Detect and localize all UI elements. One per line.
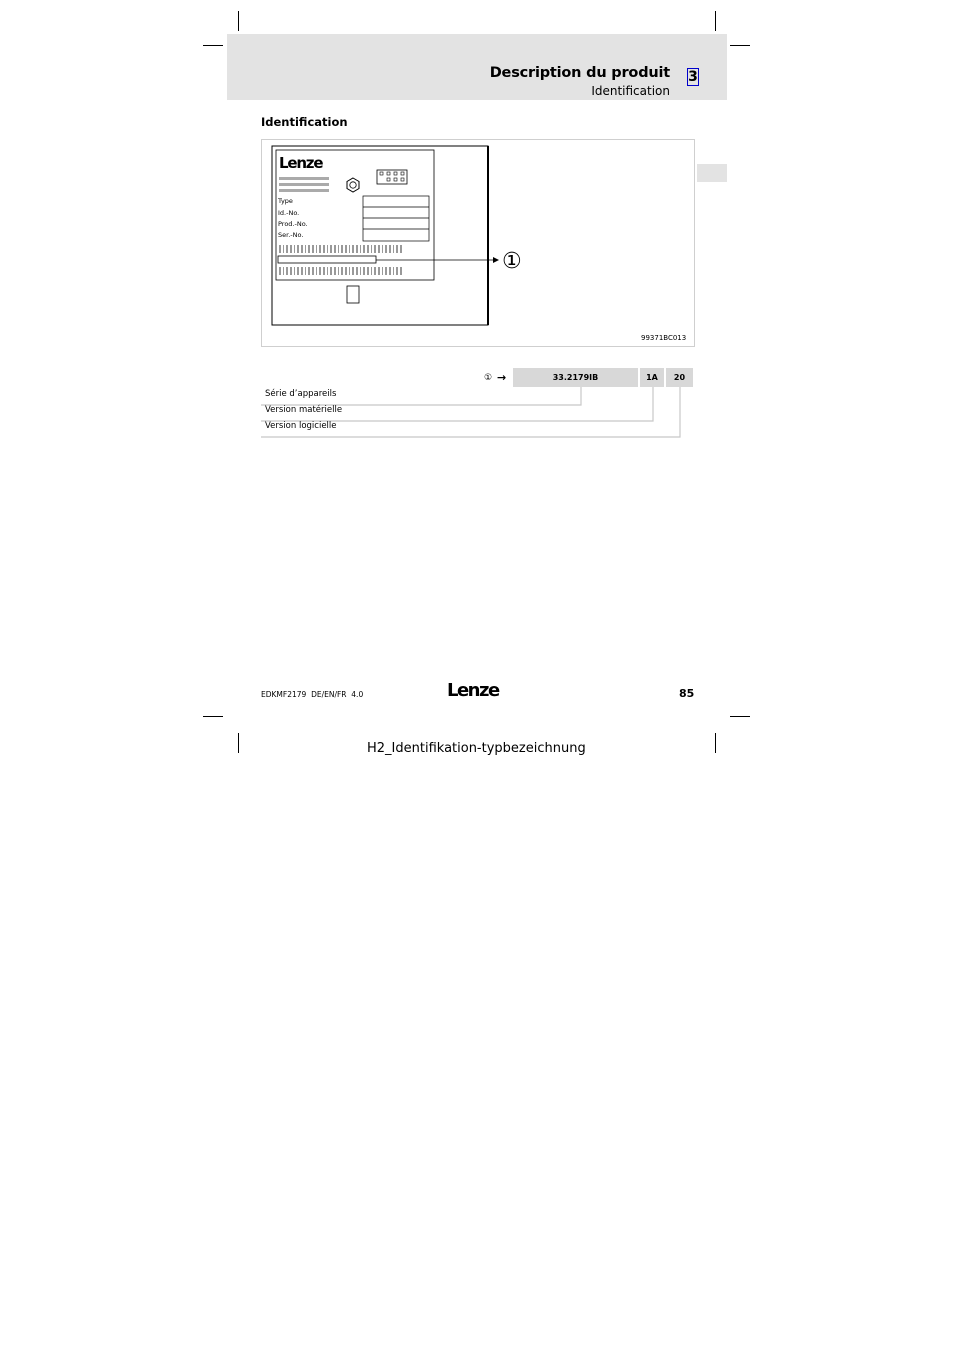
label-hardware-version: Version matérielle [265,405,343,415]
chapter-side-tab [697,164,727,182]
nameplate-brand: Lenze [279,154,323,172]
figure-code: 99371BC013 [641,334,687,342]
arrow-icon: → [497,371,507,384]
page-title: Description du produit [489,65,670,81]
document-label: H2_Identifikation-typbezeichnung [367,741,586,756]
crop-mark [730,716,750,717]
footer-doc-id: EDKMF2179 DE/EN/FR 4.0 [261,690,364,699]
field-prod-label: Prod.-No. [278,220,308,228]
callout-marker: ① [502,249,522,274]
crop-mark [203,45,223,46]
page-number: 85 [679,687,695,700]
crop-mark [238,733,239,753]
status-window [347,286,359,303]
crop-mark [238,11,239,31]
barcode-top [279,245,402,253]
hardware-code: 1A [640,368,664,387]
type-code-field [278,256,376,263]
label-device-series: Série d’appareils [265,389,337,399]
crop-mark [203,716,223,717]
page-subtitle: Identification [591,84,670,98]
lenze-logo: Lenze [447,680,499,701]
barcode-bottom [279,267,402,275]
hexagon-icon [347,178,359,192]
code-marker: ① [484,373,493,383]
field-id-label: Id.-No. [278,209,300,217]
series-code: 33.2179IB [513,368,638,387]
crop-mark [730,45,750,46]
field-type-label: Type [278,197,293,205]
label-software-version: Version logicielle [265,421,337,431]
crop-mark [715,733,716,753]
crop-mark [715,11,716,31]
nameplate-figure [261,139,695,347]
software-code: 20 [666,368,693,387]
section-heading: Identification [261,115,348,129]
field-ser-label: Ser.-No. [278,231,304,239]
chapter-number[interactable]: 3 [688,69,698,85]
callout-arrow-icon [493,257,499,263]
